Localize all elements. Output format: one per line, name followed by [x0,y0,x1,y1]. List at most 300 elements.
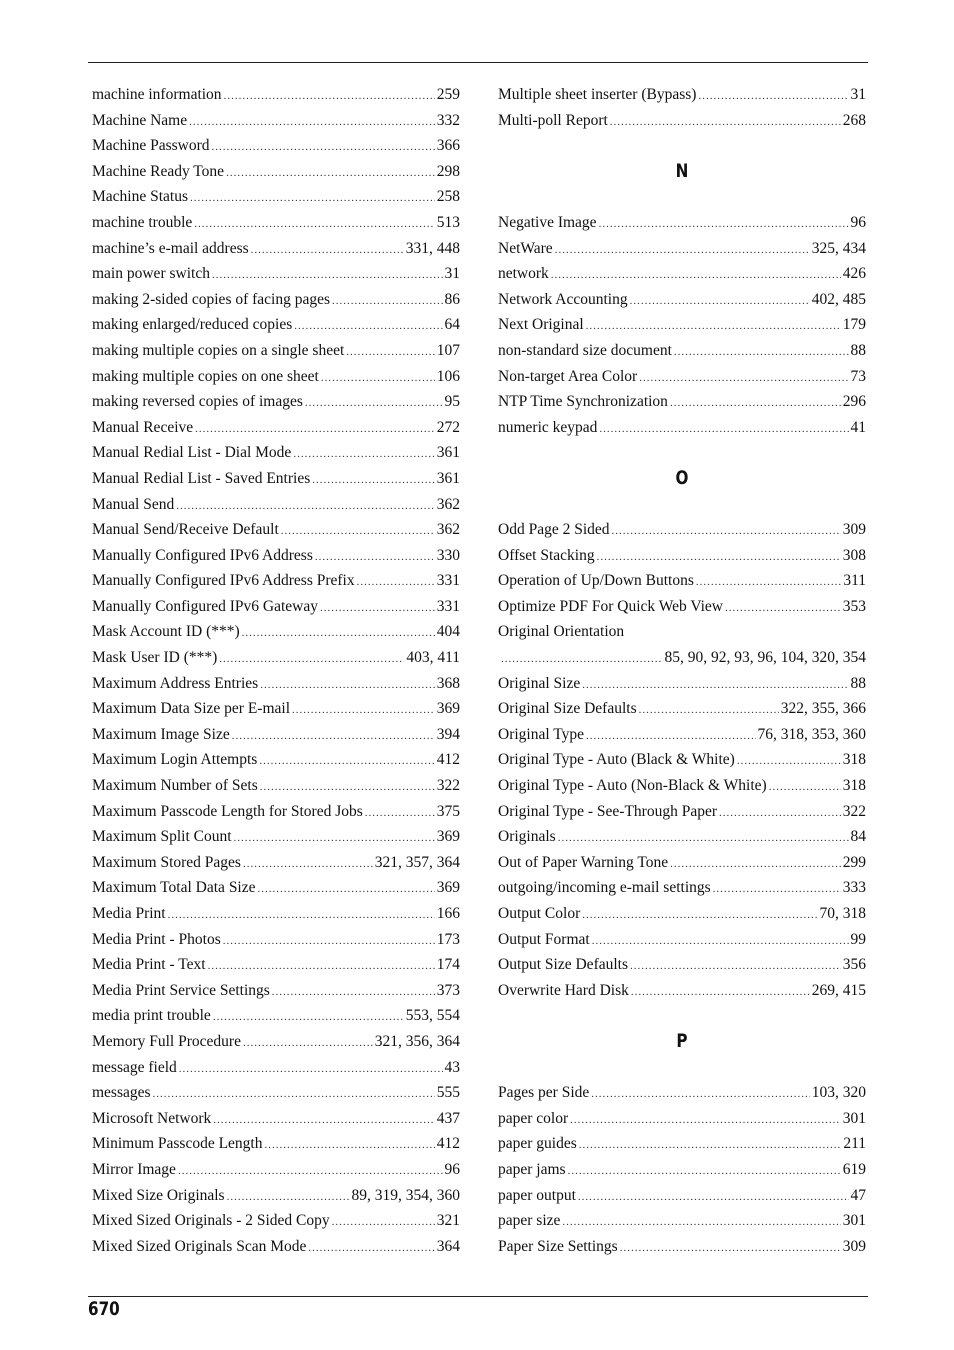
index-pages: 272 [436,418,460,436]
page-number: 670 [88,1298,120,1320]
dot-leader [178,1159,443,1185]
dot-leader [597,545,841,571]
index-entry [92,1029,460,1055]
index-term: Paper Size Settings [498,1237,618,1255]
index-entry [92,338,460,364]
index-entry [92,773,460,799]
index-pages: 258 [436,188,460,206]
index-term: Maximum Address Entries [92,674,259,692]
index-pages: 166 [436,905,460,922]
section-o-entries-continued [498,671,866,1004]
dot-leader [725,596,841,622]
index-pages: 330 [436,546,460,564]
dot-leader [259,749,434,775]
dot-leader [234,826,435,852]
index-pages: 513 [436,213,460,231]
index-term: Operation of Up/Down Buttons [498,572,694,590]
dot-leader [260,673,435,699]
dot-leader [243,852,373,878]
dot-leader [562,1210,840,1236]
index-pages: 64 [444,316,460,334]
section-letter-o: O [675,466,689,489]
index-pages: 361 [436,444,460,462]
index-entry [498,568,866,594]
index-pages: 333 [842,879,866,897]
index-pages: 366 [436,137,460,155]
dot-leader [630,289,810,315]
index-entry [92,440,460,466]
index-pages: 555 [436,1084,460,1102]
index-pages: 88 [850,674,866,692]
index-pages: 31 [850,86,866,103]
index-entry [92,1208,460,1234]
index-pages: 362 [436,495,460,513]
index-pages: 368 [436,674,460,692]
dot-leader [670,852,841,878]
dot-leader [612,519,841,545]
index-pages: 107 [436,341,460,359]
index-entry [498,261,866,287]
dot-leader [179,1057,443,1083]
index-entry [498,619,866,645]
dot-leader [272,980,435,1006]
index-pages: 322 [436,777,460,795]
index-entry [498,1183,866,1209]
index-entry [92,466,460,492]
index-pages: 298 [436,162,460,180]
dot-leader [212,263,443,289]
index-term: Pages per Side [498,1084,590,1102]
index-pages: 437 [436,1109,460,1127]
index-entry [92,875,460,901]
dot-leader [332,289,442,315]
dot-leader [674,340,849,366]
index-entry [92,927,460,953]
index-term: machine information [92,86,222,103]
index-entry [498,850,866,876]
index-term: Manual Send [92,495,175,513]
dot-leader [292,698,435,724]
index-pages: 106 [436,367,460,385]
index-entry [498,696,866,722]
index-term: Multi-poll Report [498,111,608,129]
index-term: Mixed Sized Originals - 2 Sided Copy [92,1212,330,1230]
index-pages: 364 [436,1237,460,1255]
index-pages: 179 [842,316,866,334]
dot-leader [630,954,841,980]
index-pages: 309 [842,521,866,539]
index-term: Microsoft Network [92,1109,212,1127]
dot-leader [194,212,434,238]
index-entry [92,1234,460,1260]
index-entry [498,773,866,799]
index-term: Maximum Number of Sets [92,777,258,795]
index-pages: 95 [444,393,460,411]
index-term: Media Print Service Settings [92,981,270,999]
dot-leader [713,877,841,903]
index-pages: 268 [842,111,866,129]
dot-leader [312,468,435,494]
dot-leader [305,391,443,417]
index-entry [498,1106,866,1132]
dot-leader [599,212,849,238]
dot-leader [610,110,841,136]
index-pages: 369 [436,828,460,846]
index-term: network [498,265,549,283]
index-entry [92,594,460,620]
index-term: Machine Status [92,188,188,206]
index-entry [92,645,460,671]
index-entry [92,492,460,518]
index-entry [92,799,460,825]
index-term: making enlarged/reduced copies [92,316,293,334]
dot-leader [579,1133,842,1159]
index-entry [498,927,866,953]
index-term: Machine Name [92,111,188,129]
index-pages: 89, 319, 354, 360 [351,1186,460,1204]
index-term: Maximum Split Count [92,828,232,846]
index-term: making 2-sided copies of facing pages [92,290,331,308]
index-entry [498,1234,866,1260]
dot-leader [578,1185,849,1211]
dot-leader [620,1236,841,1262]
index-term: Negative Image [498,213,597,231]
index-entry [498,1080,866,1106]
index-pages: 174 [436,956,460,974]
index-pages: 361 [436,469,460,487]
index-pages: 403, 411 [406,649,460,667]
dot-leader [208,954,435,980]
index-term: Minimum Passcode Length [92,1135,263,1153]
dot-leader [570,1108,841,1134]
index-pages: 47 [850,1186,866,1204]
index-entry [92,236,460,262]
dot-leader [586,314,841,340]
index-term: Originals [498,828,556,846]
index-entry [92,722,460,748]
index-pages: 88 [850,341,866,359]
index-entry [92,568,460,594]
index-term: making reversed copies of images [92,393,303,411]
index-entry [92,978,460,1004]
index-term: Network Accounting [498,290,628,308]
index-entry [498,312,866,338]
index-entry [498,1157,866,1183]
index-entry [498,236,866,262]
index-entry [92,159,460,185]
dot-leader [639,698,779,724]
index-pages: 369 [436,700,460,718]
index-term: making multiple copies on a single sheet [92,341,345,359]
index-entry [92,1055,460,1081]
index-term: Original Type - See-Through Paper [498,802,718,820]
index-pages: 309 [842,1237,866,1255]
index-term: Mirror Image [92,1160,176,1178]
dot-leader [555,238,810,264]
dot-leader [698,84,848,110]
index-term: Manually Configured IPv6 Address [92,546,313,564]
index-term: Overwrite Hard Disk [498,981,629,999]
index-term: Maximum Stored Pages [92,853,241,871]
dot-leader [582,903,817,929]
index-entry [498,415,866,441]
index-pages: 301 [842,1109,866,1127]
index-term: NetWare [498,239,553,257]
index-term: machine’s e-mail address [92,239,249,257]
index-entry [92,619,460,645]
index-term: Out of Paper Warning Tone [498,853,669,871]
index-term: Manually Configured IPv6 Gateway [92,597,318,615]
dot-leader [321,366,435,392]
dot-leader [224,84,435,110]
index-pages: 369 [436,879,460,897]
dot-leader [357,570,435,596]
index-term: message field [92,1058,177,1076]
index-pages: 318 [842,751,866,769]
index-pages: 331, 448 [405,239,460,257]
index-pages: 321, 356, 364 [374,1032,460,1050]
index-pages: 318 [842,777,866,795]
index-term: Machine Password [92,137,210,155]
dot-leader [227,1185,350,1211]
index-entry [92,1106,460,1132]
dot-leader [599,417,848,443]
index-entry [92,1131,460,1157]
index-term: Multiple sheet inserter (Bypass) [498,86,697,103]
section-p-entries [498,1080,866,1259]
index-pages: 31 [444,265,460,283]
index-term: outgoing/incoming e-mail settings [498,879,711,897]
index-term: Output Color [498,905,581,922]
index-term: paper jams [498,1160,566,1178]
section-m-continued [498,82,866,133]
index-term: Original Size [498,674,581,692]
index-term: machine trouble [92,213,193,231]
index-term: paper color [498,1109,569,1127]
dot-leader [501,647,663,673]
index-pages: 86 [444,290,460,308]
index-term: numeric keypad [498,418,598,436]
dot-leader [219,647,404,673]
index-entry [92,517,460,543]
index-entry [92,696,460,722]
dot-leader [212,135,435,161]
dot-leader [293,442,434,468]
index-pages: 269, 415 [811,981,866,999]
index-pages: 331 [436,597,460,615]
index-entry [92,747,460,773]
index-pages: 99 [850,930,866,948]
index-term: Mask User ID (***) [92,649,218,667]
section-letter-n: N [675,159,689,182]
section-n-entries [498,210,866,440]
dot-leader [242,621,435,647]
index-term: Original Type [498,725,585,743]
dot-leader [213,1108,435,1134]
dot-leader [308,1236,434,1262]
index-entry [498,389,866,415]
section-o-entries [498,517,866,619]
index-entry [498,338,866,364]
index-pages: 619 [842,1160,866,1178]
index-term: Output Size Defaults [498,956,629,974]
index-pages: 322, 355, 366 [780,700,866,718]
index-entry [92,1003,460,1029]
index-entry [92,82,460,108]
index-term: Machine Ready Tone [92,162,225,180]
index-term: Manual Redial List - Saved Entries [92,469,311,487]
index-pages: 308 [842,546,866,564]
dot-leader [365,801,435,827]
index-term: Media Print [92,905,166,922]
index-term: Original Orientation [498,623,625,641]
index-entry [92,543,460,569]
index-pages: 41 [850,418,866,436]
index-pages: 173 [436,930,460,948]
index-entry [498,824,866,850]
index-term: non-standard size document [498,341,672,359]
index-entry [498,108,866,134]
dot-leader [176,494,435,520]
index-entry [92,824,460,850]
index-pages: 331 [436,572,460,590]
index-entry [498,722,866,748]
index-term: Manual Send/Receive Default [92,521,279,539]
index-term: Maximum Data Size per E-mail [92,700,290,718]
dot-leader [551,263,841,289]
dot-leader [153,1082,435,1108]
index-term: Mixed Sized Originals Scan Mode [92,1237,307,1255]
index-term: NTP Time Synchronization [498,393,668,411]
index-term: Manual Redial List - Dial Mode [92,444,292,462]
index-entry [498,1208,866,1234]
dot-leader [260,775,435,801]
index-term: Non-target Area Color [498,367,638,385]
index-pages: 76, 318, 353, 360 [757,725,866,743]
dot-leader [586,724,755,750]
dot-leader [582,673,848,699]
index-pages: 325, 434 [811,239,866,257]
dot-leader [346,340,434,366]
index-pages: 103, 320 [811,1084,866,1102]
index-term: Memory Full Procedure [92,1032,241,1050]
index-entry [498,671,866,697]
index-entry [92,1080,460,1106]
index-term: Media Print - Photos [92,930,221,948]
index-pages: 553, 554 [405,1007,460,1025]
index-term: Mask Account ID (***) [92,623,240,641]
index-term: Original Size Defaults [498,700,637,718]
index-term: Maximum Image Size [92,725,230,743]
index-entry [92,210,460,236]
index-pages: 96 [850,213,866,231]
dot-leader [591,1082,809,1108]
index-pages: 356 [842,956,866,974]
dot-leader [195,417,435,443]
index-entry [92,1157,460,1183]
index-entry [92,261,460,287]
index-pages: 412 [436,1135,460,1153]
index-entry [92,287,460,313]
index-term: Next Original [498,316,584,334]
index-term: Odd Page 2 Sided [498,521,610,539]
index-pages: 43 [444,1058,460,1076]
dot-leader [631,980,810,1006]
index-term: Manually Configured IPv6 Address Prefix [92,572,355,590]
index-pages: 353 [842,597,866,615]
index-pages: 321, 357, 364 [374,853,460,871]
index-term: Output Format [498,930,590,948]
dot-leader [558,826,849,852]
dot-leader [189,110,435,136]
index-entry [498,82,866,108]
index-entry [92,184,460,210]
index-entry [92,1183,460,1209]
dot-leader [332,1210,435,1236]
dot-leader [226,161,435,187]
index-pages: 84 [850,828,866,846]
index-pages: 301 [842,1212,866,1230]
section-letter-p: P [676,1029,688,1052]
index-term: Mixed Size Originals [92,1186,225,1204]
dot-leader [315,545,435,571]
dot-leader [769,775,841,801]
dot-leader [265,1133,435,1159]
index-term: Maximum Total Data Size [92,879,256,897]
index-term: Media Print - Text [92,956,206,974]
index-column-right [498,82,866,1259]
index-pages: 73 [850,367,866,385]
dot-leader [320,596,435,622]
index-entry [498,594,866,620]
index-pages: 322 [842,802,866,820]
index-pages: 362 [436,521,460,539]
index-pages: 96 [444,1160,460,1178]
dot-leader [190,186,435,212]
index-term: Manual Receive [92,418,194,436]
index-pages: 70, 318 [819,905,866,922]
index-term: paper guides [498,1135,577,1153]
index-term: paper output [498,1186,576,1204]
dot-leader [294,314,442,340]
index-term: Offset Stacking [498,546,595,564]
index-entry [92,389,460,415]
index-entry [92,901,460,927]
index-term: Maximum Login Attempts [92,751,258,769]
index-entry [92,671,460,697]
index-term: Original Type - Auto (Black & White) [498,751,735,769]
index-column-left [92,82,460,1259]
index-pages: 332 [436,111,460,129]
dot-leader [168,903,435,929]
index-pages: 412 [436,751,460,769]
index-term: paper size [498,1212,561,1230]
index-entry [498,287,866,313]
dot-leader [568,1159,841,1185]
index-entry [498,543,866,569]
dot-leader [592,929,849,955]
dot-leader [670,391,841,417]
index-term: making multiple copies on one sheet [92,367,319,385]
index-entry [498,875,866,901]
dot-leader [281,519,435,545]
index-entry [92,312,460,338]
index-pages: 259 [436,86,460,103]
index-pages: 375 [436,802,460,820]
index-pages: 299 [842,853,866,871]
dot-leader [737,749,841,775]
index-pages: 85, 90, 92, 93, 96, 104, 320, 354 [664,649,866,667]
